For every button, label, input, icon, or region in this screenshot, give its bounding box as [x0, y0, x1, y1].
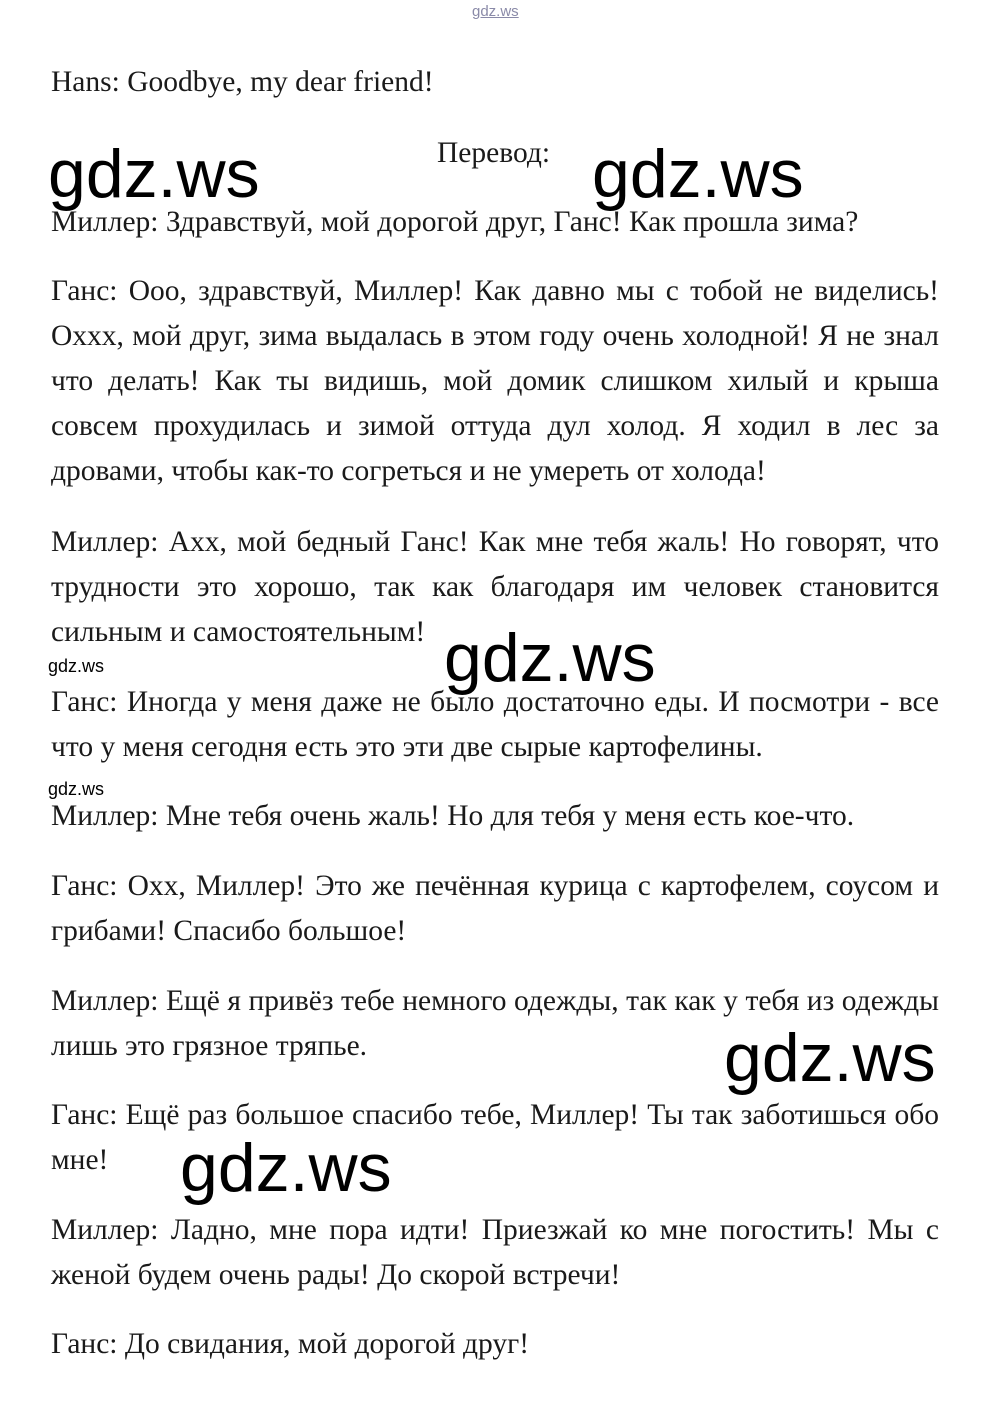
paragraph-miller-leaving: Миллер: Ладно, мне пора идти! Приезжай ко мне погостить! Мы с женой будем очень рады! До скорой встречи!: [51, 1214, 939, 1291]
paragraph-miller-gift: Миллер: Мне тебя очень жаль! Но для тебя у меня есть кое-что.: [51, 800, 855, 832]
paragraph-hans-thanks: Ганс: Ещё раз большое спасибо тебе, Миллер! Ты так заботишься обо мне!: [51, 1099, 939, 1176]
paragraph-hans-chicken: Ганс: Охх, Миллер! Это же печённая курица с картофелем, соусом и грибами! Спасибо большое!: [51, 870, 939, 947]
watermark-small: gdz.ws: [48, 656, 105, 676]
watermark: gdz.ws: [724, 1020, 936, 1096]
paragraph-hans-goodbye: Ганс: До свидания, мой дорогой друг!: [51, 1328, 530, 1360]
watermark: gdz.ws: [444, 620, 656, 696]
watermark: gdz.ws: [592, 136, 804, 212]
watermark: gdz.ws: [180, 1130, 392, 1206]
watermark-small: gdz.ws: [48, 779, 105, 799]
watermark: gdz.ws: [48, 136, 260, 212]
paragraph-miller-greeting: Миллер: Здравствуй, мой дорогой друг, Ганс! Как прошла зима?: [51, 206, 859, 238]
site-mark-link[interactable]: gdz.ws: [472, 3, 519, 20]
paragraph-hans-food: Ганс: Иногда у меня даже не было достаточно еды. И посмотри - все что у меня сегодня есть это эти две сырые картофелины.: [51, 686, 939, 763]
paragraph-miller-pity: Миллер: Ахх, мой бедный Ганс! Как мне тебя жаль! Но говорят, что трудности это хорошо, так как благодаря им человек становится сильным и самостоятельным!: [51, 526, 939, 648]
paragraph-hans-winter: Ганс: Ооо, здравствуй, Миллер! Как давно мы с тобой не виделись! Охxx, мой друг, зима выдалась в этом году очень холодной! Я не знал что делать! Как ты видишь, мой домик слишком хилый и крыша совсем прохудилась и зимой оттуда дул холод. Я ходил в лес за дровами, чтобы как-то согреться и не умереть от холода!: [51, 275, 939, 487]
translation-heading: Перевод:: [437, 137, 551, 169]
english-closing-line: Hans: Goodbye, my dear friend!: [51, 66, 434, 98]
paragraph-miller-clothes: Миллер: Ещё я привёз тебе немного одежды, так как у тебя из одежды лишь это грязное тряпье.: [51, 985, 939, 1062]
